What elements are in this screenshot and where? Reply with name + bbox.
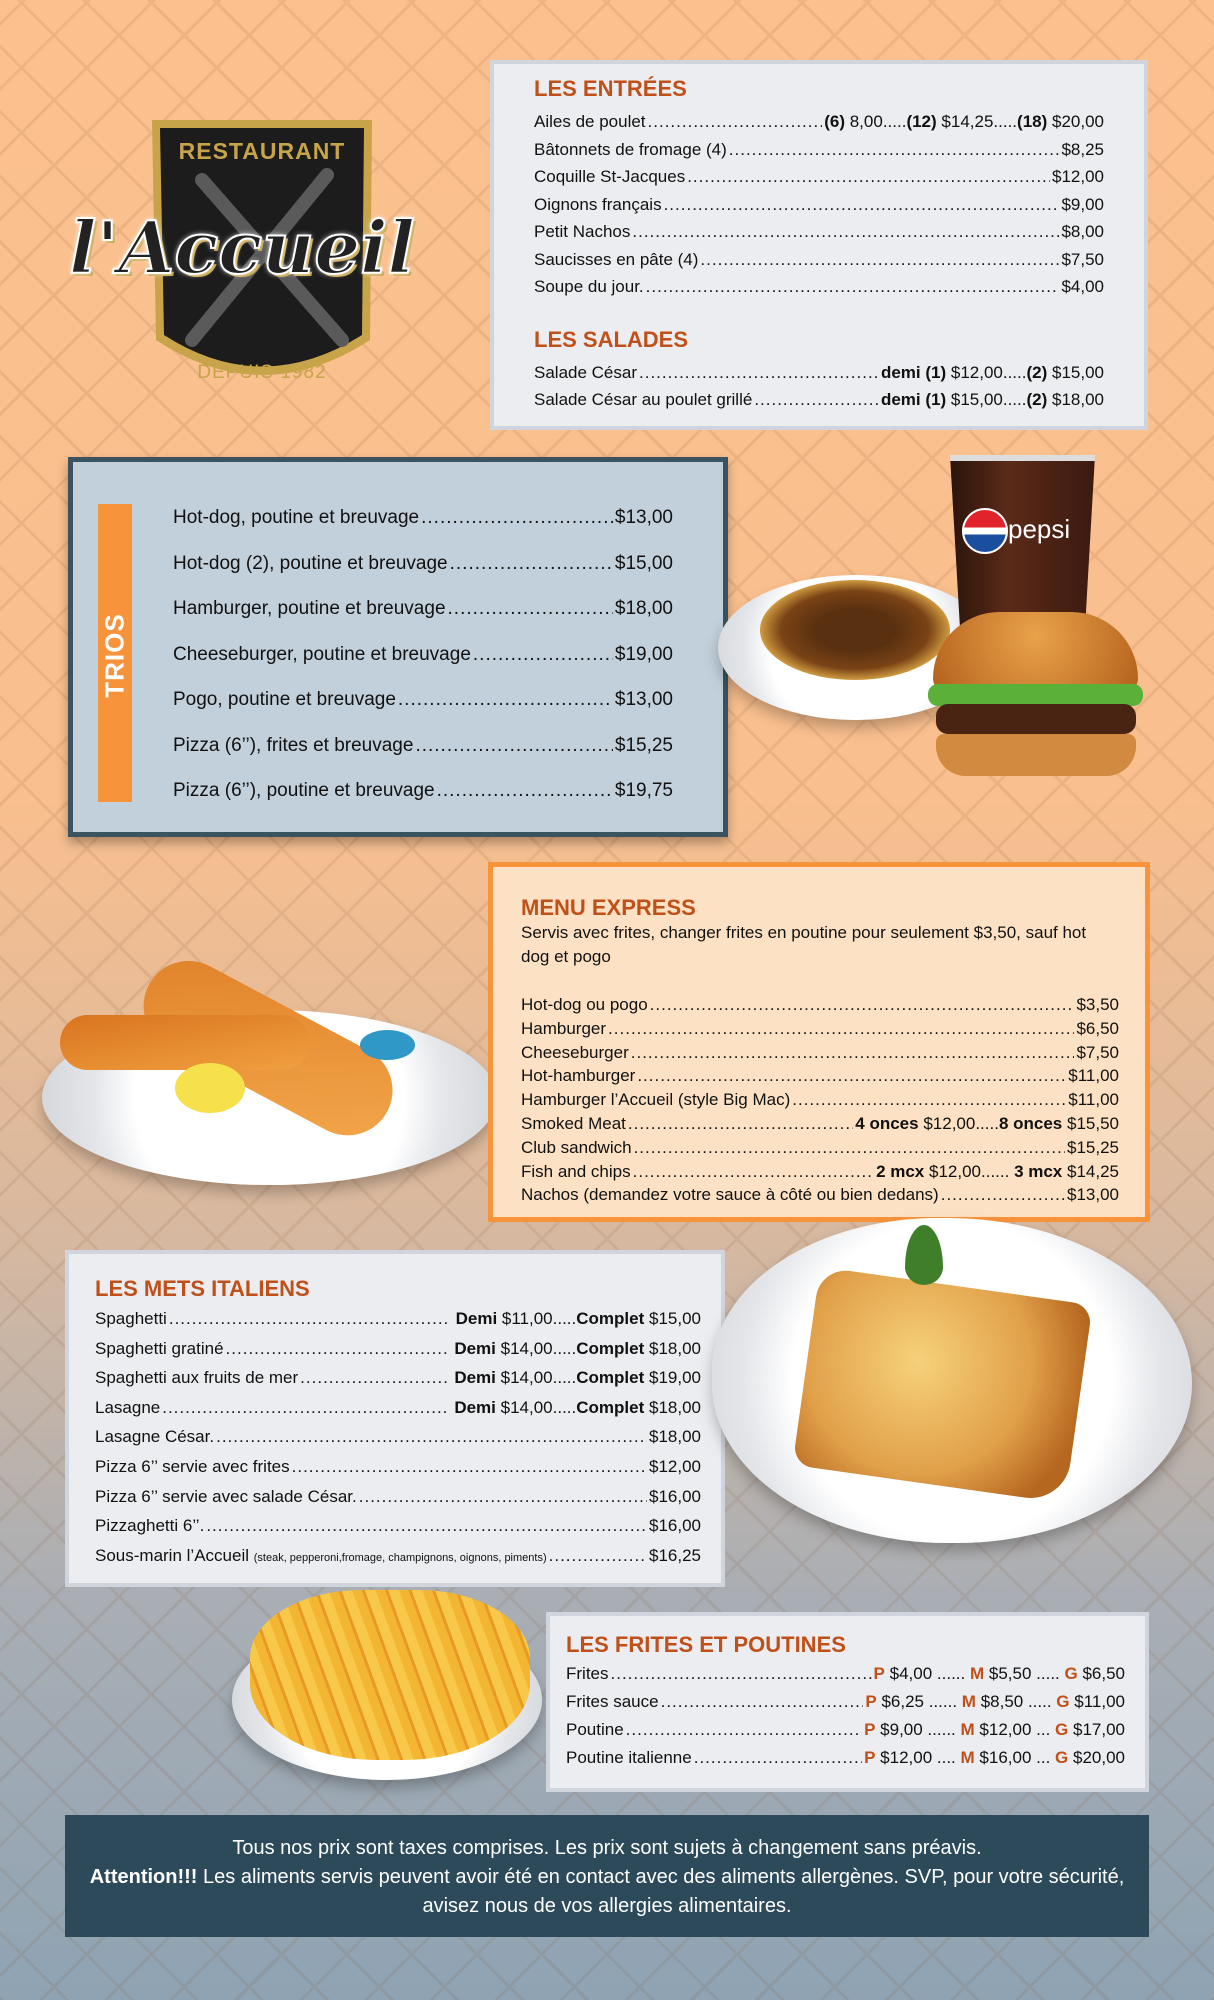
fries-image — [250, 1590, 530, 1760]
logo-top-text: RESTAURANT — [178, 138, 346, 164]
list-item: Pizza 6’’ servie avec frites ..... $12,00 — [95, 1452, 701, 1482]
salades-title: LES SALADES — [534, 326, 689, 352]
pepsi-logo-text: pepsi — [1008, 514, 1071, 544]
footer-line2: Attention!!! Les aliments servis peuvent avoir été en contact avec des aliments allergènes. SVP, pour votre sécurité, avisez nous de vos allergies alimentaires. — [89, 1866, 1125, 1917]
list-item: Sous-marin l’Accueil (steak, pepperoni,fromage, champignons, oignons, piments) ..... $16,25 — [95, 1541, 701, 1574]
list-item: Pizza (6’’), poutine et breuvage ..... $19,75 — [173, 768, 673, 814]
footer-attention: Attention!!! — [89, 1866, 198, 1888]
list-item: Saucisses en pâte (4) ..... $7,50 — [534, 246, 1104, 274]
frites-title: LES FRITES ET POUTINES — [566, 1632, 846, 1657]
italiens-title: LES METS ITALIENS — [95, 1276, 310, 1301]
list-item: Hot-hamburger ..... $11,00 — [521, 1064, 1119, 1088]
logo — [52, 110, 432, 410]
list-item: Pizzaghetti 6’’. ..... $16,00 — [95, 1511, 701, 1541]
list-item: Pizza 6’’ servie avec salade César. ..... $16,00 — [95, 1482, 701, 1512]
lasagne-image — [792, 1267, 1092, 1503]
list-item: Fish and chips ..... 2 mcx $12,00 ...... 3 mcx $14,25 — [521, 1160, 1119, 1184]
list-item: Petit Nachos ..... $8,00 — [534, 218, 1104, 246]
list-item: Spaghetti aux fruits de mer ..... Demi $14,00 ..... Complet $19,00 — [95, 1363, 701, 1393]
menu-express-panel — [488, 862, 1150, 1222]
list-item: Poutine italienne ..... P $12,00 .... M $16,00 ... G $20,00 — [566, 1744, 1125, 1772]
list-item: Frites sauce ..... P $6,25 ...... M $8,50 ..... G $11,00 — [566, 1688, 1125, 1716]
logo-name: l'Accueil — [69, 205, 415, 290]
logo-bottom-text: DEPUIS 1982 — [197, 362, 327, 383]
list-item: Hot-dog (2), poutine et breuvage ..... $15,00 — [173, 541, 673, 587]
list-item: Pogo, poutine et breuvage ..... $13,00 — [173, 677, 673, 723]
list-item: Oignons français ..... $9,00 — [534, 191, 1104, 219]
entrees-title: LES ENTRÉES — [534, 76, 687, 101]
list-item: Pizza (6’’), frites et breuvage ..... $15,25 — [173, 723, 673, 769]
list-item: Hot-dog ou pogo ..... $3,50 — [521, 993, 1119, 1017]
list-item: Coquille St-Jacques ..... $12,00 — [534, 163, 1104, 191]
frites-panel — [546, 1612, 1149, 1792]
list-item: Lasagne ..... Demi $14,00 ..... Complet $18,00 — [95, 1393, 701, 1423]
list-item: Poutine ..... P $9,00 ...... M $12,00 ... G $17,00 — [566, 1716, 1125, 1744]
list-item: Spaghetti ..... Demi $11,00 ..... Complet $15,00 — [95, 1304, 701, 1334]
entrees-salades-panel — [490, 60, 1148, 430]
list-item: Hamburger, poutine et breuvage ..... $18,00 — [173, 586, 673, 632]
list-item: Hot-dog, poutine et breuvage ..... $13,00 — [173, 495, 673, 541]
italiens-panel — [65, 1250, 725, 1587]
list-item: Cheeseburger, poutine et breuvage ..... $19,00 — [173, 632, 673, 678]
list-item: Bâtonnets de fromage (4) ..... $8,25 — [534, 136, 1104, 164]
list-item: Salade César au poulet grillé ..... demi (1) $15,00 ..... (2) $18,00 — [534, 386, 1104, 414]
trios-panel — [68, 457, 728, 837]
fish-image — [60, 945, 460, 1135]
list-item: Salade César ..... demi (1) $12,00 ..... (2) $15,00 — [534, 359, 1104, 387]
list-item: Ailes de poulet ..... (6) 8,00 ..... (12) $14,25 ..... (18) $20,00 — [534, 108, 1104, 136]
express-title: MENU EXPRESS — [521, 895, 696, 920]
list-item: Cheeseburger ..... $7,50 — [521, 1041, 1119, 1065]
express-subtitle: Servis avec frites, changer frites en poutine pour seulement $3,50, sauf hot dog et pogo — [521, 923, 1087, 966]
list-item: Hamburger ..... $6,50 — [521, 1017, 1119, 1041]
list-item: Nachos (demandez votre sauce à côté ou bien dedans) ..... $13,00 — [521, 1183, 1119, 1207]
footer-notice — [65, 1815, 1149, 1937]
list-item: Frites ..... P $4,00 ...... M $5,50 ..... G $6,50 — [566, 1660, 1125, 1688]
trios-label: TRIOS — [99, 613, 130, 698]
poutine-image — [760, 580, 950, 680]
list-item: Lasagne César. ..... $18,00 — [95, 1422, 701, 1452]
burger-image — [928, 612, 1143, 782]
list-item: Soupe du jour. ..... $4,00 — [534, 273, 1104, 301]
list-item: Spaghetti gratiné ..... Demi $14,00 ..... Complet $18,00 — [95, 1334, 701, 1364]
footer-line1: Tous nos prix sont taxes comprises. Les prix sont sujets à changement sans préavis. — [232, 1837, 982, 1859]
list-item: Smoked Meat ..... 4 onces $12,00 ..... 8 onces $15,50 — [521, 1112, 1119, 1136]
pepsi-logo-icon — [962, 508, 1008, 554]
list-item: Hamburger l’Accueil (style Big Mac) ..... $11,00 — [521, 1088, 1119, 1112]
list-item: Club sandwich ..... $15,25 — [521, 1136, 1119, 1160]
